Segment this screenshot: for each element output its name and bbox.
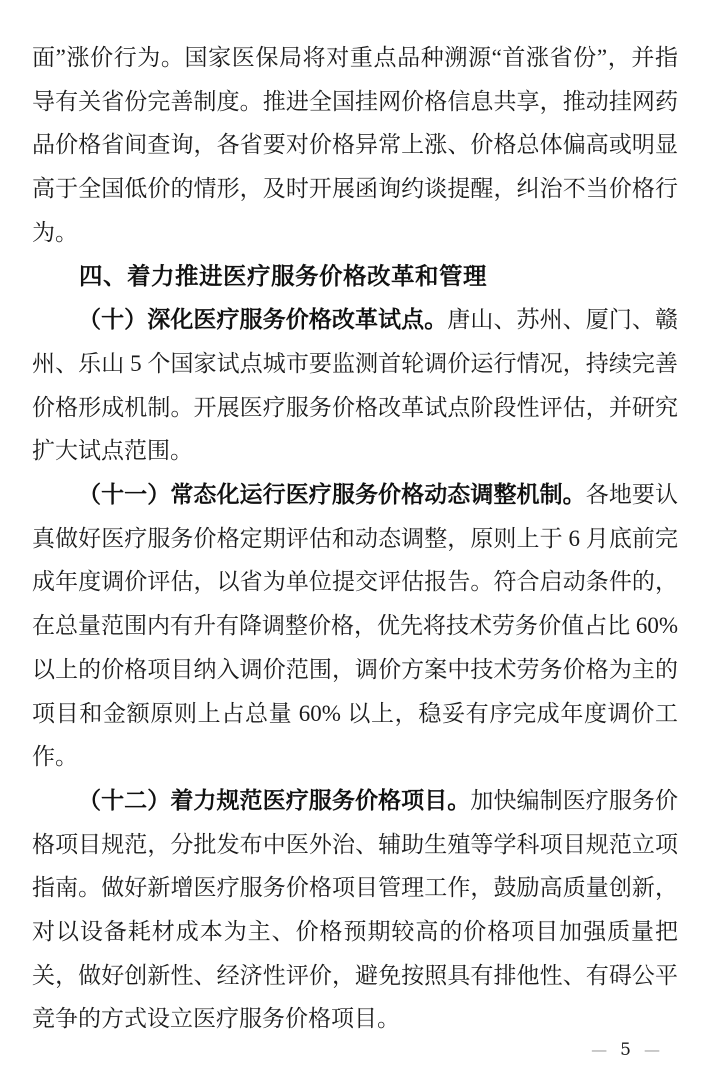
paragraph-12-text: 加快编制医疗服务价格项目规范，分批发布中医外治、辅助生殖等学科项目规范立项指南。做好新增医疗服务价格项目管理工作，鼓励高质量创新，对以设备耗材成本为主、价格预期较高的价格项目加强质量把关，做好创新性、经济性评价，避免按照具有排他性、有碍公平竞争的方式设立医疗服务价格项目。 [32, 787, 679, 1032]
paragraph-continuation-text: 面”涨价行为。国家医保局将对重点品种溯源“首涨省份”，并指导有关省份完善制度。推进全国挂网价格信息共享，推动挂网药品价格省间查询，各省要对价格异常上涨、价格总体偏高或明显高于全国低价的情形，及时开展函询约谈提醒，纠治不当价格行为。 [32, 45, 678, 245]
paragraph-10-text: 唐山、苏州、厦门、赣州、乐山 5 个国家试点城市要监测首轮调价运行情况，持续完善价格形成机制。开展医疗服务价格改革试点阶段性评估，并研究扩大试点范围。 [32, 307, 679, 464]
document-text-block [32, 36, 678, 1041]
page-number: 5 [620, 1040, 631, 1060]
paragraph-item-12 [32, 779, 678, 1041]
paragraph-11-lead: （十一）常态化运行医疗服务价格动态调整机制。 [78, 482, 586, 508]
paragraph-10-lead: （十）深化医疗服务价格改革试点。 [78, 307, 448, 333]
paragraph-12-lead: （十二）着力规范医疗服务价格项目。 [78, 787, 471, 813]
footer-dash-right: — [644, 1040, 660, 1059]
paragraph-11-text: 各地要认真做好医疗服务价格定期评估和动态调整，原则上于 6 月底前完成年度调价评估，以省为单位提交评估报告。符合启动条件的，在总量范围内有升有降调整价格，优先将技术劳务价值占比 60% 以上的价格项目纳入调价范围，调价方案中技术劳务价格为主的项目和金额原则上占总量 60% 以上，稳妥有序完成年度调价工作。 [32, 482, 679, 770]
paragraph-item-11 [32, 473, 678, 779]
page-footer [591, 1038, 660, 1062]
paragraph-item-10 [32, 298, 678, 473]
paragraph-continuation [32, 36, 678, 255]
section-heading: 四、着力推进医疗服务价格改革和管理 [79, 262, 487, 289]
footer-dash-left: — [591, 1040, 608, 1059]
